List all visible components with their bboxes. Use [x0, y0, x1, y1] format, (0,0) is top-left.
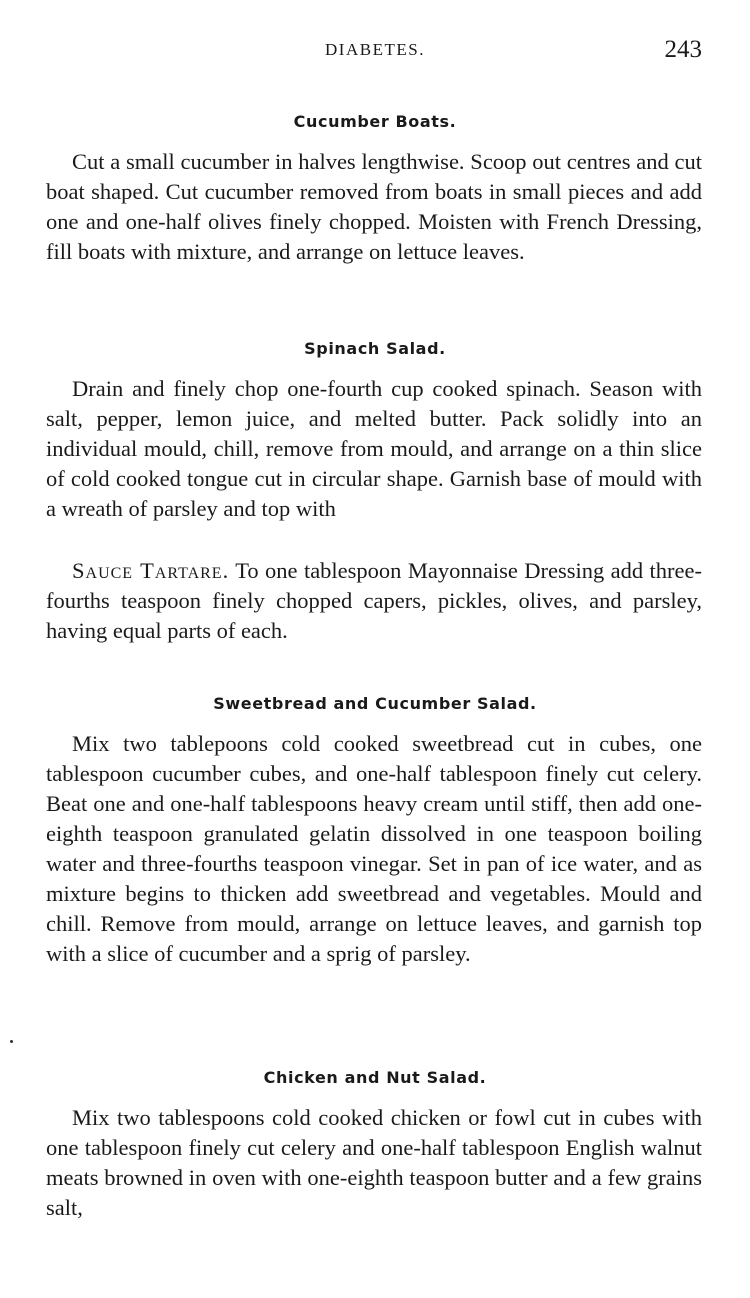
recipe-text-cucumber-boats: Cut a small cucumber in halves lengthwise. Scoop out centres and cut boat shaped. Cut cucumber removed from boats in small pieces and add one and one-half olives finely chopped. Moisten with French Dressing, fill boats with mixture, and arrange on lettuce leaves.	[46, 149, 702, 264]
page-number: 243	[664, 36, 702, 63]
recipe-title-cucumber-boats: Cucumber Boats.	[293, 112, 457, 131]
recipe-text-chicken-nut-salad: Mix two tablespoons cold cooked chicken or fowl cut in cubes with one tablespoon finely cut celery and one-half tablespoon English walnut meats browned in oven with one-eighth teaspoon butter and a few grains salt,	[46, 1105, 702, 1220]
sub-text-sauce-tartare: To one tablespoon Mayonnaise Dressing add three-fourths teaspoon finely chopped capers, pickles, olives, and parsley, having equal parts of each.	[46, 558, 702, 643]
running-head	[0, 38, 750, 68]
recipe-title-chicken-nut-salad: Chicken and Nut Salad.	[263, 1068, 487, 1087]
recipe-text-spinach-salad: Drain and finely chop one-fourth cup cooked spinach. Season with salt, pepper, lemon juice, and melted butter. Pack solidly into an individual mould, chill, remove from mould, and arrange on a thin slice of cold cooked tongue cut in circular shape. Garnish base of mould with a wreath of parsley and top with	[46, 376, 702, 521]
recipe-title-sweetbread-salad: Sweetbread and Cucumber Salad.	[213, 694, 537, 713]
stray-mark	[10, 1040, 13, 1043]
recipe-text-sauce-tartare	[46, 556, 702, 646]
running-title: DIABETES.	[325, 40, 425, 59]
recipe-text-sweetbread-salad: Mix two tablepoons cold cooked sweetbread cut in cubes, one tablespoon cucumber cubes, and one-half tablespoon finely cut celery. Beat one and one-half tablespoons heavy cream until stiff, then add one-eighth teaspoon granulated gelatin dissolved in one teaspoon boiling water and three-fourths teaspoon vinegar. Set in pan of ice water, and as mixture begins to thicken add sweetbread and vegetables. Mould and chill. Remove from mould, arrange on lettuce leaves, and garnish top with a slice of cucumber and a sprig of parsley.	[46, 731, 702, 966]
sub-heading-sauce-tartare: Sauce Tartare.	[72, 558, 230, 583]
recipe-title-spinach-salad: Spinach Salad.	[304, 339, 446, 358]
